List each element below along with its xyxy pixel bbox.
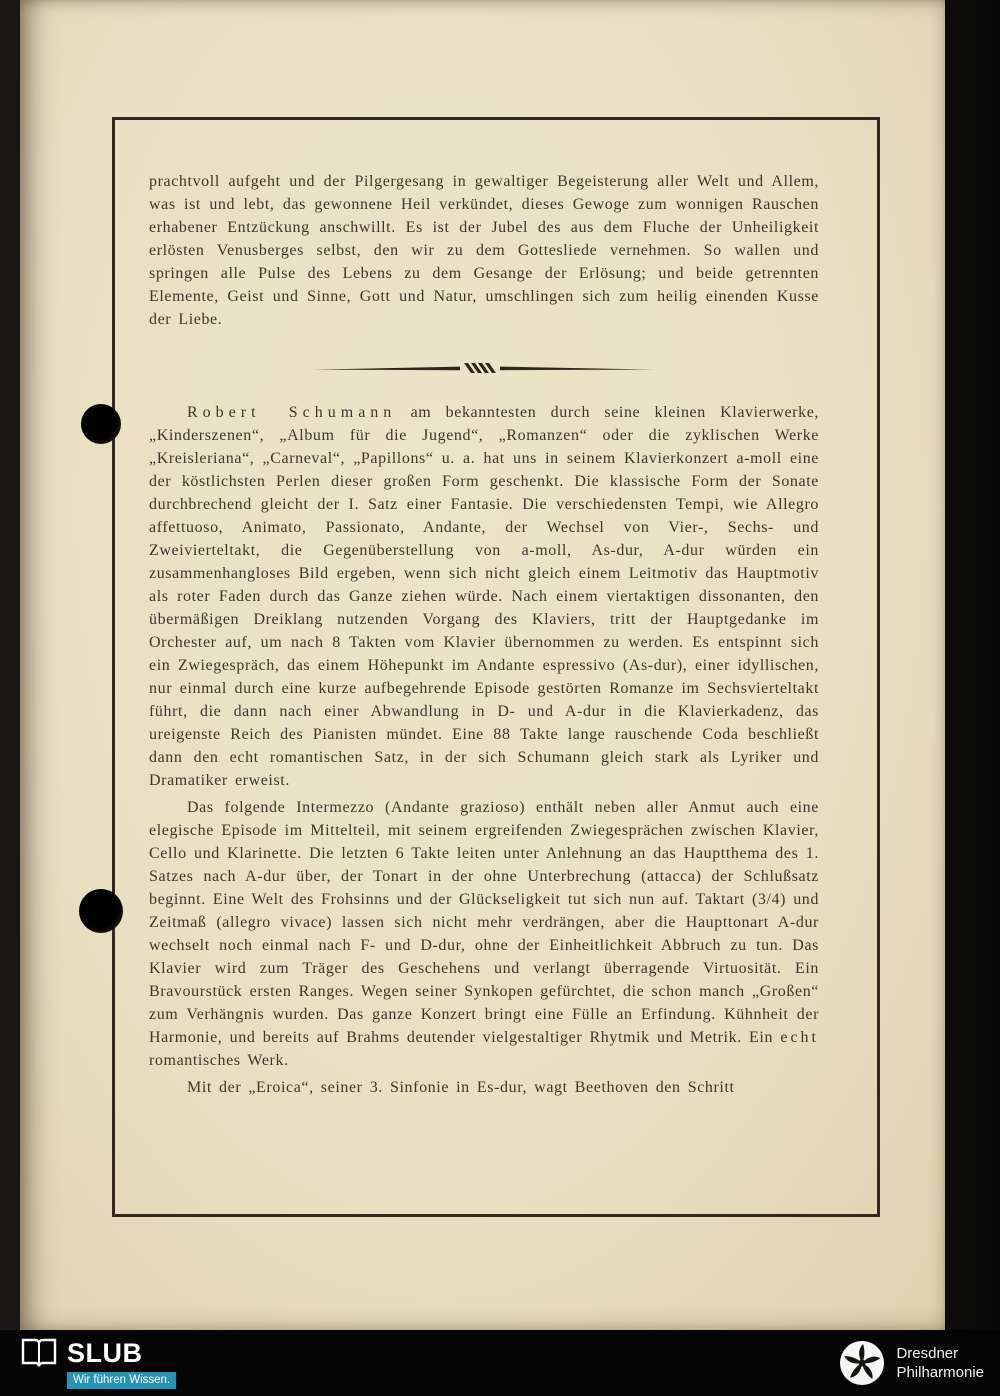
paragraph-schumann-concerto [149,401,819,792]
philharmonie-wordmark-line2: Philharmonie [896,1364,984,1381]
paragraph-continuation: prachtvoll aufgeht und der Pilgergesang in gewaltiger Begeisterung aller Welt und Allem, was ist und lebt, das gewonnene Heil verkündet, dieses Gewoge zum wonnigen Rauschen erhabener Entzückung anschwillt. Es ist der Jubel des aus dem Fluche der Unheiligkeit erlösten Venusberges selbst, den wir zu dem Gottesliede vernehmen. So wallen und springen alle Pulse des Lebens zu dem Gesange der Erlösung; und beide getrennten Elemente, Geist und Sinne, Gott und Natur, umschlingen sich zum heilig einenden Kusse der Liebe. [149,173,819,328]
composer-name: Robert Schumann [187,404,397,421]
slub-logo-row [20,1337,176,1369]
slub-book-icon [20,1337,58,1369]
paragraph-text: romantisches Werk. [149,1052,289,1069]
dresdner-philharmonie-logo [839,1340,984,1386]
divider-ornament-icon [314,361,654,375]
slub-tagline: Wir führen Wissen. [67,1372,176,1389]
scanned-page [20,0,945,1332]
paragraph-text: am bekanntesten durch seine kleinen Klavierwerke, „Kinderszenen“, „Album für die Jugend“, „Romanzen“ oder die zyklischen Werke „Kreisleriana“, „Carneval“, „Papillons“ u. a. hat uns in seinem Klavierkonzert a-moll eine der köstlichsten Perlen dieser großen Form geschenkt. Die klassische Form der Sonate durchbrechend gleicht der I. Satz einer Fantasie. Die verschiedensten Tempi, wie Allegro affettuoso, Animato, Passionato, Andante, der Wechsel von Vier-, Sechs- und Zweivierteltakt, die Gegenüberstellung von a-moll, As-dur, A-dur würden ein zusammenhangloses Bild ergeben, wenn sich nicht gleich einem Leitmotiv das Hauptmotiv als roter Faden durch das Ganze ziehen würde. Nach einem viertaktigen dissonanten, den übermäßigen Dreiklang nutzenden Vorgang des Klaviers, tritt der Hauptgedanke im Orchester auf, um nach 8 Takten vom Klavier übernommen zu werden. Es entspinnt sich ein Zwiegespräch, das einem Höhepunkt im Andante espressivo (As-dur), einer idyllischen, nur einmal durch eine kurze aufbegehrende Episode gestörten Romanze im Sechsvierteltakt führt, die dann nach einer Abwandlung in D- und A-dur in die Klavierkadenz, das ureigenste Reich des Pianisten mündet. Eine 88 Takte lange rauschende Coda beschließt dann den echt romantischen Satz, in der sich Schumann gleich stark als Lyriker und Dramatiker erweist. [149,404,820,789]
slub-wordmark: SLUB [67,1337,143,1368]
philharmonie-wordmark [896,1344,984,1382]
paragraph-intermezzo-finale [149,796,819,1072]
footer-watermark-bar [0,1330,1000,1396]
paragraph-eroica-intro: Mit der „Eroica“, seiner 3. Sinfonie in Es-dur, wagt Beethoven den Schritt [187,1079,735,1096]
text-frame [112,117,880,1217]
punch-hole-bottom [79,889,123,933]
emphasized-word: echt [780,1029,819,1046]
section-divider [314,361,654,375]
paragraph-text: Das folgende Intermezzo (Andante grazioso) enthält neben aller Anmut auch eine elegische Episode im Mittelteil, mit seinem ergreifenden Zwiegesprächen zwischen Klavier, Cello und Klarinette. Die letzten 6 Takte leiten unter Anlehnung an das Hauptthema des 1. Satzes nach A-dur über, der Tonart in der ohne Unterbrechung (attacca) der Schlußsatz beginnt. Eine Welt des Frohsinns und der Glückseligkeit tut sich nun auf. Taktart (3/4) und Zeitmaß (allegro vivace) lassen sich nicht mehr verdrängen, aber die Haupttonart A-dur wechselt noch einmal nach F- und D-dur, ohne der Einheitlichkeit Abbruch zu tun. Das Klavier wird zum Träger des Geschehens und verlangt überragende Virtuosität. Ein Bravourstück ersten Ranges. Wegen seiner Synkopen gefürchtet, die schon manch „Großen“ zum Verhängnis wurden. Das ganze Konzert bringt eine Fülle an Erfindung. Kühnheit der Harmonie, und bereits auf Brahms deutender vielgestaltiger Rhytmik und Metrik. Ein [149,799,819,1046]
slub-logo [20,1337,176,1389]
philharmonie-emblem-icon [839,1340,885,1386]
punch-hole-top [81,404,121,444]
philharmonie-wordmark-line1: Dresdner [896,1345,959,1362]
